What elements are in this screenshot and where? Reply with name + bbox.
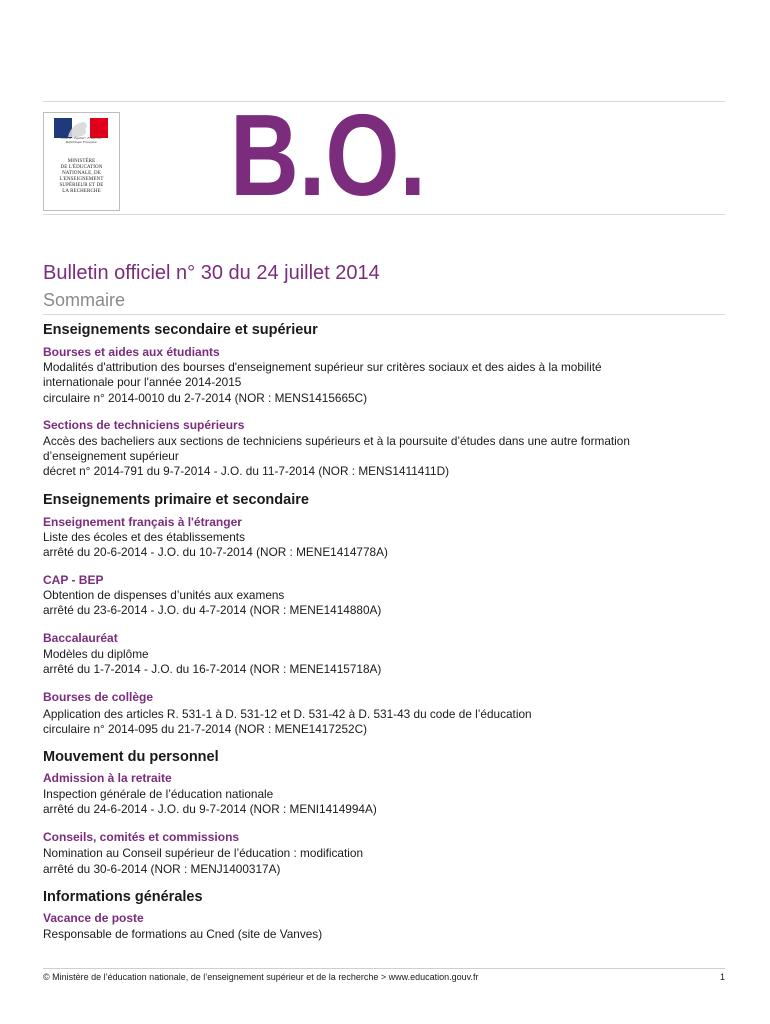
category-link[interactable]: Admission à la retraite (43, 771, 172, 785)
republic-caption: Liberté • Égalité • Fraternité République Française (61, 136, 102, 144)
bo-logo-text: B.O. (230, 90, 426, 220)
entry-line: Inspection générale de l’éducation nationale (43, 787, 274, 801)
entry-line: Modalités d'attribution des bourses d'enseignement supérieur sur critères sociaux et des aides à la mobilité (43, 360, 602, 374)
page-title: Bulletin officiel n° 30 du 24 juillet 2014 (43, 262, 380, 284)
section-heading: Mouvement du personnel (43, 749, 219, 765)
bo-logo (230, 90, 426, 220)
section-heading: Enseignements primaire et secondaire (43, 492, 309, 508)
entry-line: circulaire n° 2014-0010 du 2-7-2014 (NOR : MENS1415665C) (43, 391, 368, 405)
footer-rule (43, 968, 725, 969)
category-link[interactable]: Conseils, comités et commissions (43, 830, 240, 844)
entry-line: Liste des écoles et des établissements (43, 530, 245, 544)
title-rule (43, 314, 725, 315)
footer-copyright: © Ministère de l’éducation nationale, de l’enseignement supérieur et de la recherche > www.education.gouv.fr (43, 972, 479, 982)
entry-line: Accès des bacheliers aux sections de techniciens supérieurs et à la poursuite d’études dans une autre formation (43, 434, 630, 448)
entry-line: arrêté du 23-6-2014 - J.O. du 4-7-2014 (NOR : MENE1414880A) (43, 603, 382, 617)
category-link[interactable]: Enseignement français à l'étranger (43, 515, 242, 529)
entry-line: Modèles du diplôme (43, 647, 149, 661)
marianne-flag-icon (54, 118, 108, 138)
entry-line: Obtention de dispenses d’unités aux examens (43, 588, 285, 602)
entry-line: arrêté du 1-7-2014 - J.O. du 16-7-2014 (NOR : MENE1415718A) (43, 662, 382, 676)
entry-line: d’enseignement supérieur (43, 449, 179, 463)
ministry-name: MINISTÈRE DE L'ÉDUCATION NATIONALE, DE L'ENSEIGNEMENT SUPÉRIEUR ET DE LA RECHERCHE (59, 159, 104, 194)
entry-line: arrêté du 24-6-2014 - J.O. du 9-7-2014 (NOR : MENI1414994A) (43, 802, 377, 816)
category-link[interactable]: CAP - BEP (43, 573, 104, 587)
entry-line: décret n° 2014-791 du 9-7-2014 - J.O. du 11-7-2014 (NOR : MENS1411411D) (43, 464, 450, 478)
entry-line: circulaire n° 2014-095 du 21-7-2014 (NOR : MENE1417252C) (43, 722, 368, 736)
entry-line: internationale pour l'année 2014-2015 (43, 375, 242, 389)
entry-line: Application des articles R. 531-1 à D. 531-12 et D. 531-42 à D. 531-43 du code de l’éducation (43, 707, 532, 721)
category-link[interactable]: Baccalauréat (43, 631, 118, 645)
entry-line: arrêté du 20-6-2014 - J.O. du 10-7-2014 (NOR : MENE1414778A) (43, 545, 388, 559)
page-subtitle: Sommaire (43, 290, 126, 310)
category-link[interactable]: Bourses de collège (43, 690, 154, 704)
category-link[interactable]: Vacance de poste (43, 911, 144, 925)
entry-line: Nomination au Conseil supérieur de l’éducation : modification (43, 846, 364, 860)
section-heading: Enseignements secondaire et supérieur (43, 322, 318, 338)
category-link[interactable]: Bourses et aides aux étudiants (43, 345, 220, 359)
category-link[interactable]: Sections de techniciens supérieurs (43, 418, 245, 432)
page-number: 1 (719, 972, 725, 982)
entry-line: Responsable de formations au Cned (site de Vanves) (43, 927, 323, 941)
ministry-logo (43, 112, 120, 211)
section-heading: Informations générales (43, 889, 203, 905)
entry-line: arrêté du 30-6-2014 (NOR : MENJ1400317A) (43, 862, 281, 876)
